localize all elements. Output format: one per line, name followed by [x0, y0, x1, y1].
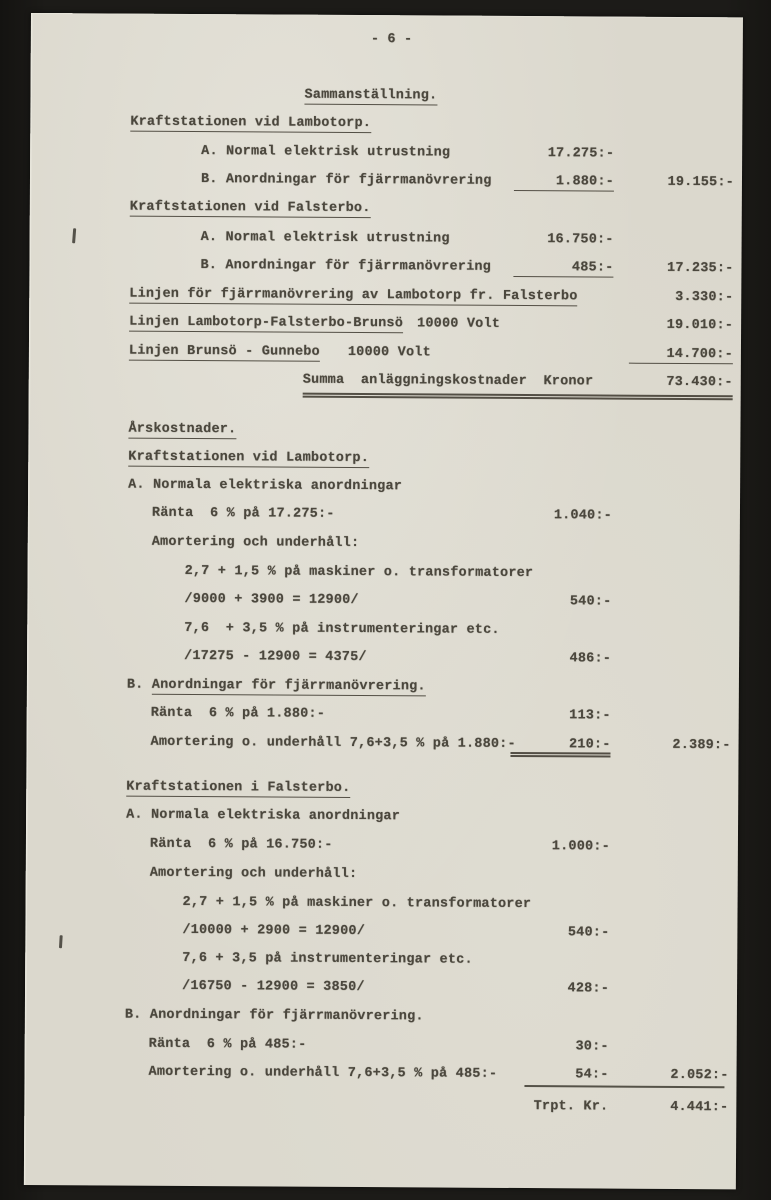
subsection-heading-row	[27, 677, 739, 702]
amount-col2: 17.235:-	[666, 260, 734, 277]
line-item-label: Linjen Brunsö - Gunnebo	[128, 343, 320, 360]
amount-col1: 486:-	[569, 651, 612, 667]
line-item-row	[30, 229, 742, 254]
line-item-row	[24, 1064, 736, 1089]
carry-forward-amount: 4.441:-	[670, 1099, 729, 1116]
line-item-label: B. Anordningar för fjärrmanövrering	[200, 172, 492, 189]
amount-col1: 113:-	[569, 708, 611, 724]
subtotal-underline	[524, 1085, 724, 1088]
line-item-row	[30, 143, 742, 168]
line-item-label: Ränta 6 % på 17.275:-	[151, 505, 335, 522]
amount-col1: 540:-	[567, 925, 610, 941]
line-item-label: A. Normal elektrisk utrustning	[201, 144, 451, 161]
line-item-label: Amortering och underhåll:	[149, 865, 358, 883]
subsection-a-label: A. Normala elektriska anordningar	[128, 477, 403, 495]
line-item-row	[25, 1036, 737, 1061]
formula-label: 2,7 + 1,5 % på maskiner o. transformatorer	[184, 563, 534, 582]
amount-col1: 428:-	[567, 981, 610, 997]
pencil-mark	[59, 935, 62, 948]
line-item-suffix: 10000 Volt	[347, 344, 431, 361]
line-item-row	[29, 286, 741, 311]
subsection-heading-row	[28, 477, 740, 502]
formula-label: /17275 - 12900 = 4375/	[184, 648, 367, 666]
amount-col2: 19.155:-	[667, 174, 735, 191]
amount-col2: 2.052:-	[670, 1067, 729, 1084]
line-item-row	[27, 705, 739, 730]
subsection-b-prefix: B.	[126, 677, 152, 693]
formula-row	[25, 978, 737, 1003]
formula-row	[25, 922, 737, 947]
section-heading-falsterbo: Kraftstationen vid Falsterbo.	[129, 199, 371, 217]
page-number: - 6 -	[370, 32, 413, 48]
line-item-row	[29, 314, 741, 339]
line-item-row	[30, 171, 742, 196]
subsection-a-label: A. Normala elektriska anordningar	[126, 807, 401, 825]
line-item-label: Amortering och underhåll:	[151, 534, 360, 552]
formula-label: /9000 + 3900 = 12900/	[184, 591, 359, 609]
formula-row	[28, 563, 740, 588]
grand-total-label: Summa anläggningskostnader Kronor	[302, 372, 594, 390]
amount-col1: 54:-	[575, 1067, 609, 1083]
amount-col1: 17.275:-	[547, 146, 615, 162]
annual-costs-heading: Årskostnader.	[128, 421, 237, 438]
section-heading-row	[26, 779, 738, 804]
carry-forward-row	[24, 1096, 736, 1121]
title-row	[30, 86, 742, 111]
line-item-row	[29, 257, 741, 282]
line-item-label: A. Normal elektrisk utrustning	[200, 230, 450, 247]
amount-col1: 1.000:-	[551, 839, 610, 855]
line-item-row	[26, 734, 738, 759]
formula-row	[25, 894, 737, 919]
line-item-label: Ränta 6 % på 485:-	[148, 1036, 307, 1053]
section-heading-row	[30, 199, 742, 224]
formula-row	[27, 620, 739, 645]
subsection-heading-row	[26, 807, 738, 832]
grand-total-row	[303, 373, 733, 401]
line-item-label: Amortering o. underhåll 7,6+3,5 % på 1.880:-	[150, 734, 516, 752]
page-number-row	[31, 30, 743, 55]
section-heading-row	[28, 449, 740, 474]
section-heading-row	[28, 421, 740, 446]
section-heading-lambotorp-annual: Kraftstationen vid Lambotorp.	[128, 449, 370, 467]
formula-label: 7,6 + 3,5 % på instrumenteringar etc.	[184, 620, 500, 638]
amount-col1: 16.750:-	[547, 232, 614, 248]
amount-col2: 19.010:-	[666, 317, 734, 334]
section-heading-row	[30, 114, 742, 139]
line-item-row	[29, 343, 741, 368]
amount-col2: 3.330:-	[675, 289, 734, 306]
line-item-row	[26, 836, 738, 861]
line-item-row	[28, 534, 740, 559]
amount-col1: 210:-	[510, 737, 610, 758]
carry-forward-label: Trpt. Kr.	[533, 1099, 609, 1115]
formula-row	[27, 591, 739, 616]
formula-label: 2,7 + 1,5 % på maskiner o. transformatorer	[182, 894, 532, 913]
subsection-heading-row	[25, 1007, 737, 1032]
section-heading-lambotorp: Kraftstationen vid Lambotorp.	[130, 114, 372, 132]
line-item-label: Linjen för fjärrmanövrering av Lambotorp fr. Falsterbo	[129, 286, 578, 305]
subsection-b-label: B. Anordningar för fjärrmanövrering.	[124, 1007, 424, 1025]
document-page	[24, 13, 743, 1189]
line-item-label: Linjen Lambotorp-Falsterbo-Brunsö	[129, 314, 404, 332]
subsection-b-label: Anordningar för fjärrmanövrering.	[151, 677, 426, 695]
amount-col1: 30:-	[575, 1039, 609, 1055]
formula-label: /16750 - 12900 = 3850/	[182, 978, 365, 996]
formula-row	[25, 950, 737, 975]
formula-label: 7,6 + 3,5 på instrumenteringar etc.	[182, 950, 473, 968]
amount-col1: 1.880:-	[514, 174, 614, 192]
line-item-label: B. Anordningar för fjärrmanövrering	[200, 258, 492, 275]
line-item-label: Amortering o. underhåll 7,6+3,5 % på 485:-	[148, 1064, 498, 1082]
line-item-label: Ränta 6 % på 1.880:-	[150, 705, 326, 722]
formula-label: /10000 + 2900 = 12900/	[182, 922, 366, 940]
amount-col2: 2.389:-	[672, 737, 731, 754]
amount-col2: 14.700:-	[629, 347, 733, 365]
amount-col1: 1.040:-	[553, 508, 612, 524]
amount-col1: 485:-	[513, 260, 613, 278]
line-item-row	[26, 865, 738, 890]
formula-row	[27, 648, 739, 673]
grand-total-amount: 73.430:-	[666, 374, 733, 391]
section-heading-falsterbo-annual: Kraftstationen i Falsterbo.	[126, 779, 351, 796]
amount-col1: 540:-	[569, 594, 612, 610]
doc-title: Sammanställning.	[304, 87, 438, 104]
line-item-suffix: 10000 Volt	[417, 316, 501, 332]
line-item-row	[28, 505, 740, 530]
line-item-label: Ränta 6 % på 16.750:-	[149, 836, 333, 853]
